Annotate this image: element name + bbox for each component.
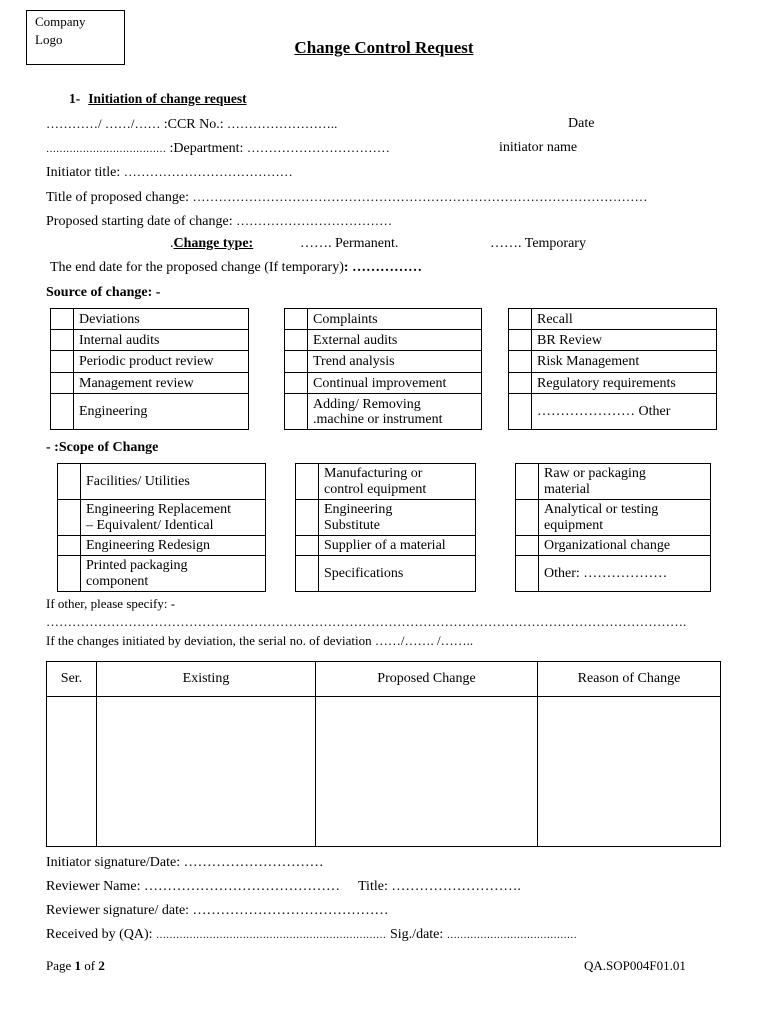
source-table-1 xyxy=(50,308,249,430)
section-1-heading xyxy=(69,91,247,107)
department-label: :Department: xyxy=(166,141,247,156)
source-external-audits: External audits xyxy=(308,330,482,351)
checkbox[interactable] xyxy=(509,394,532,430)
scope-manufacturing-line2: control equipment xyxy=(324,481,427,497)
start-date-label: Proposed starting date of change: xyxy=(46,214,237,229)
checkbox[interactable] xyxy=(51,373,74,394)
sig-date-line xyxy=(390,927,577,943)
scope-eng-substitute-line1: Engineering xyxy=(324,501,393,517)
scope-specifications: Specifications xyxy=(319,556,476,592)
change-type-line xyxy=(170,236,253,252)
cell-proposed[interactable] xyxy=(316,697,538,847)
cell-ser[interactable] xyxy=(47,697,97,847)
checkbox[interactable] xyxy=(509,309,532,330)
checkbox[interactable] xyxy=(51,394,74,430)
scope-facilities: Facilities/ Utilities xyxy=(81,464,266,500)
scope-table-3 xyxy=(515,463,711,592)
source-internal-audits: Internal audits xyxy=(74,330,249,351)
initiator-signature-line[interactable]: Initiator signature/Date: ………………………… xyxy=(46,855,324,870)
source-adding-removing-line1: Adding/ Removing xyxy=(313,396,421,412)
checkbox[interactable] xyxy=(58,464,81,500)
scope-raw-packaging-line1: Raw or packaging xyxy=(544,465,646,481)
received-by-field[interactable]: …………………………………………………………… xyxy=(156,930,387,941)
sig-date-field[interactable]: ………………………………… xyxy=(446,930,577,941)
change-type-dot: . xyxy=(170,236,174,251)
source-continual-improvement: Continual improvement xyxy=(308,373,482,394)
scope-eng-replacement-line1: Engineering Replacement xyxy=(86,501,231,517)
date-label: Date xyxy=(568,116,595,131)
checkbox[interactable] xyxy=(58,536,81,556)
scope-analytical xyxy=(539,500,711,536)
checkbox[interactable] xyxy=(296,464,319,500)
col-header-existing: Existing xyxy=(97,662,316,697)
checkbox[interactable] xyxy=(509,373,532,394)
scope-printed-packaging-line1: Printed packaging xyxy=(86,557,188,573)
cell-existing[interactable] xyxy=(97,697,316,847)
start-date-line xyxy=(46,213,392,230)
source-complaints: Complaints xyxy=(308,309,482,330)
logo-line-2: Logo xyxy=(35,32,63,47)
department-field[interactable]: …………………………… xyxy=(246,140,390,155)
scope-supplier: Supplier of a material xyxy=(319,536,476,556)
temporary-option[interactable]: ……. Temporary xyxy=(490,236,586,251)
page-total: 2 xyxy=(98,958,105,973)
scope-analytical-line1: Analytical or testing xyxy=(544,501,659,517)
checkbox[interactable] xyxy=(285,351,308,373)
scope-organizational: Organizational change xyxy=(539,536,711,556)
checkbox[interactable] xyxy=(296,536,319,556)
page-prefix: Page xyxy=(46,958,75,973)
checkbox[interactable] xyxy=(285,373,308,394)
page-current: 1 xyxy=(74,958,82,973)
ccr-line xyxy=(46,116,337,133)
checkbox[interactable] xyxy=(51,330,74,351)
end-date-label: The end date for the proposed change (If temporary) xyxy=(50,260,344,275)
ccr-label: :CCR No.: xyxy=(163,117,224,132)
ccr-number-field[interactable]: …………………….. xyxy=(223,116,338,131)
checkbox[interactable] xyxy=(285,394,308,430)
other-specify-label: If other, please specify: - xyxy=(46,596,176,611)
initiator-title-label: Initiator title: xyxy=(46,165,124,180)
department-dots-left[interactable]: ……………………………… xyxy=(46,144,166,155)
source-recall: Recall xyxy=(532,309,717,330)
source-regulatory: Regulatory requirements xyxy=(532,373,717,394)
source-other[interactable]: ………………… Other xyxy=(532,394,717,430)
source-management-review: Management review xyxy=(74,373,249,394)
received-by-label: Received by (QA): xyxy=(46,927,157,942)
document-code: QA.SOP004F01.01 xyxy=(584,958,686,973)
proposed-title-label: Title of proposed change: xyxy=(46,190,193,205)
source-risk-management: Risk Management xyxy=(532,351,717,373)
reviewer-signature-line[interactable]: Reviewer signature/ date: …………………………………… xyxy=(46,903,389,918)
col-header-proposed: Proposed Change xyxy=(316,662,538,697)
scope-printed-packaging xyxy=(81,556,266,592)
page-of: of xyxy=(81,958,99,973)
initiator-title-field[interactable]: ………………………………… xyxy=(123,164,293,179)
reviewer-name-line[interactable]: Reviewer Name: …………………………………… xyxy=(46,879,340,894)
col-header-reason: Reason of Change xyxy=(538,662,721,697)
end-date-line xyxy=(50,260,422,276)
checkbox[interactable] xyxy=(58,556,81,592)
proposed-title-field[interactable]: …………………………………………………………………………………………… xyxy=(192,189,648,204)
reviewer-title-line[interactable]: Title: ………………………. xyxy=(358,879,521,894)
checkbox[interactable] xyxy=(509,351,532,373)
scope-manufacturing xyxy=(319,464,476,500)
scope-other[interactable]: Other: ……………… xyxy=(539,556,711,592)
changes-table xyxy=(46,661,721,847)
checkbox[interactable] xyxy=(51,351,74,373)
checkbox[interactable] xyxy=(285,330,308,351)
scope-eng-substitute-line2: Substitute xyxy=(324,517,381,533)
source-heading: Source of change: - xyxy=(46,285,161,300)
scope-printed-packaging-line2: component xyxy=(86,573,149,589)
logo-line-1: Company xyxy=(35,14,86,29)
ccr-date-dots[interactable]: …………/ ……/…… xyxy=(46,116,164,131)
checkbox[interactable] xyxy=(51,309,74,330)
start-date-field[interactable]: ……………………………… xyxy=(236,213,393,228)
initiator-name-label: initiator name xyxy=(499,140,578,155)
scope-manufacturing-line1: Manufacturing or xyxy=(324,465,423,481)
section-1-number: 1- xyxy=(69,91,81,106)
checkbox[interactable] xyxy=(516,500,539,536)
checkbox[interactable] xyxy=(58,500,81,536)
source-adding-removing-line2: .machine or instrument xyxy=(313,411,443,427)
checkbox[interactable] xyxy=(516,556,539,592)
initiator-title-line xyxy=(46,164,293,181)
end-date-field[interactable]: : …………… xyxy=(343,260,423,275)
cell-reason[interactable] xyxy=(538,697,721,847)
received-by-line xyxy=(46,927,386,943)
scope-analytical-line2: equipment xyxy=(544,517,604,533)
checkbox[interactable] xyxy=(516,536,539,556)
scope-eng-replacement-line2: – Equivalent/ Identical xyxy=(86,517,214,533)
scope-table-1 xyxy=(57,463,266,592)
sig-date-label: Sig./date: xyxy=(390,927,447,942)
other-specify-field[interactable]: …………………………………………………………………………………………………………………………………. xyxy=(46,614,687,629)
checkbox[interactable] xyxy=(296,556,319,592)
source-adding-removing xyxy=(308,394,482,430)
proposed-title-line xyxy=(46,189,647,206)
source-table-3 xyxy=(508,308,717,430)
source-engineering: Engineering xyxy=(74,394,249,430)
checkbox[interactable] xyxy=(516,464,539,500)
change-type-label: Change type: xyxy=(173,236,254,251)
scope-heading: - :Scope of Change xyxy=(46,440,159,455)
scope-table-2 xyxy=(295,463,476,592)
scope-raw-packaging xyxy=(539,464,711,500)
scope-eng-replacement xyxy=(81,500,266,536)
checkbox[interactable] xyxy=(509,330,532,351)
source-periodic-review: Periodic product review xyxy=(74,351,249,373)
checkbox[interactable] xyxy=(285,309,308,330)
department-line xyxy=(46,140,390,157)
source-trend-analysis: Trend analysis xyxy=(308,351,482,373)
source-table-2 xyxy=(284,308,482,430)
source-deviations: Deviations xyxy=(74,309,249,330)
scope-eng-redesign: Engineering Redesign xyxy=(81,536,266,556)
source-br-review: BR Review xyxy=(532,330,717,351)
permanent-option[interactable]: ……. Permanent. xyxy=(300,236,399,251)
scope-raw-packaging-line2: material xyxy=(544,481,590,497)
page-number xyxy=(46,958,105,974)
col-header-ser: Ser. xyxy=(47,662,97,697)
checkbox[interactable] xyxy=(296,500,319,536)
deviation-serial-line[interactable]: If the changes initiated by deviation, the serial no. of deviation ……/……. /…….. xyxy=(46,633,474,648)
scope-eng-substitute xyxy=(319,500,476,536)
page-title: Change Control Request xyxy=(294,38,474,57)
section-1-title: Initiation of change request xyxy=(88,91,247,106)
